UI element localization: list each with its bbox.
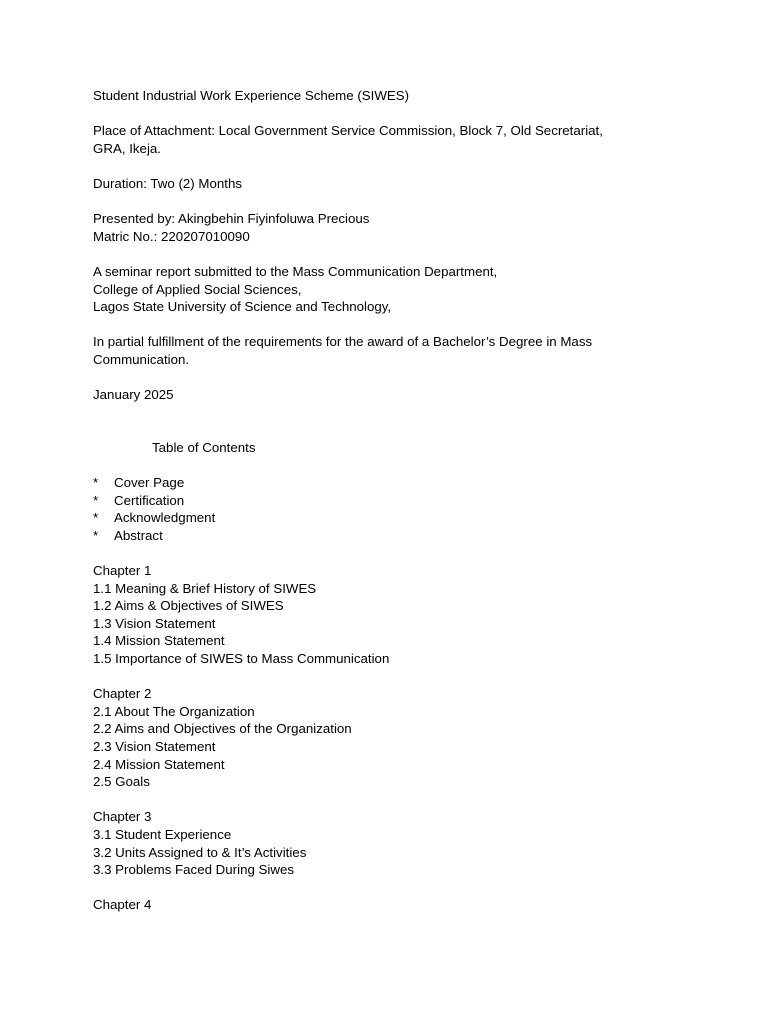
toc-entry: 2.3 Vision Statement (93, 738, 216, 754)
toc-item-label: Abstract (114, 527, 163, 543)
document-page (93, 87, 693, 914)
bullet-icon: * (93, 510, 99, 526)
report-title-block (93, 87, 693, 105)
toc-entry: 1.3 Vision Statement (93, 615, 216, 631)
fulfillment-line-1: In partial fulfillment of the requirements for the award of a Bachelor’s Degree in Mass (93, 334, 593, 350)
toc-item-label: Certification (114, 492, 185, 508)
chapter-title: Chapter 1 (93, 563, 152, 579)
bullet-icon: * (93, 527, 99, 543)
toc-entry: 1.4 Mission Statement (93, 633, 225, 649)
toc-entry: 1.1 Meaning & Brief History of SIWES (93, 580, 317, 596)
toc-entry: 2.1 About The Organization (93, 703, 255, 719)
section-spacer (93, 404, 693, 439)
toc-entry: 1.2 Aims & Objectives of SIWES (93, 598, 284, 614)
submitted-line-2: College of Applied Social Sciences, (93, 281, 302, 297)
toc-entry: 3.1 Student Experience (93, 826, 232, 842)
bullet-icon: * (93, 475, 99, 491)
toc-front-matter (93, 474, 693, 544)
toc-chapter-2 (93, 685, 693, 791)
list-item (93, 474, 693, 492)
chapter-title: Chapter 3 (93, 809, 152, 825)
place-line-1: Place of Attachment: Local Government Service Commission, Block 7, Old Secretariat, (93, 123, 603, 139)
toc-heading: Table of Contents (152, 439, 256, 455)
presenter-block (93, 210, 693, 245)
toc-entry: 2.4 Mission Statement (93, 756, 225, 772)
toc-entry: 2.5 Goals (93, 774, 150, 790)
presented-by: Presented by: Akingbehin Fiyinfoluwa Precious (93, 211, 370, 227)
place-of-attachment (93, 122, 693, 157)
matric-number: Matric No.: 220207010090 (93, 228, 250, 244)
toc-entry: 3.3 Problems Faced During Siwes (93, 862, 295, 878)
duration: Duration: Two (2) Months (93, 175, 243, 191)
duration-block (93, 175, 693, 193)
submission-block (93, 263, 693, 316)
list-item (93, 492, 693, 510)
toc-entry: 1.5 Importance of SIWES to Mass Communication (93, 651, 390, 666)
toc-entry: 3.2 Units Assigned to & It’s Activities (93, 844, 307, 860)
submitted-line-3: Lagos State University of Science and Technology, (93, 299, 392, 315)
chapter-title: Chapter 4 (93, 897, 152, 913)
place-line-2: GRA, Ikeja. (93, 140, 161, 156)
report-date: January 2025 (93, 387, 174, 403)
toc-item-label: Acknowledgment (114, 510, 216, 526)
fulfillment-line-2: Communication. (93, 351, 190, 367)
list-item (93, 527, 693, 545)
toc-entry: 2.2 Aims and Objectives of the Organization (93, 721, 352, 737)
toc-heading-block (93, 439, 693, 457)
toc-chapter-3 (93, 808, 693, 878)
chapter-title: Chapter 2 (93, 686, 152, 702)
submitted-line-1: A seminar report submitted to the Mass Communication Department, (93, 263, 498, 279)
bullet-icon: * (93, 492, 99, 508)
report-title: Student Industrial Work Experience Scheme (SIWES) (93, 88, 410, 103)
toc-item-label: Cover Page (114, 475, 185, 491)
fulfillment-block (93, 333, 693, 368)
date-block (93, 386, 693, 404)
toc-chapter-4 (93, 896, 693, 914)
toc-chapter-1 (93, 562, 693, 668)
list-item (93, 509, 693, 527)
